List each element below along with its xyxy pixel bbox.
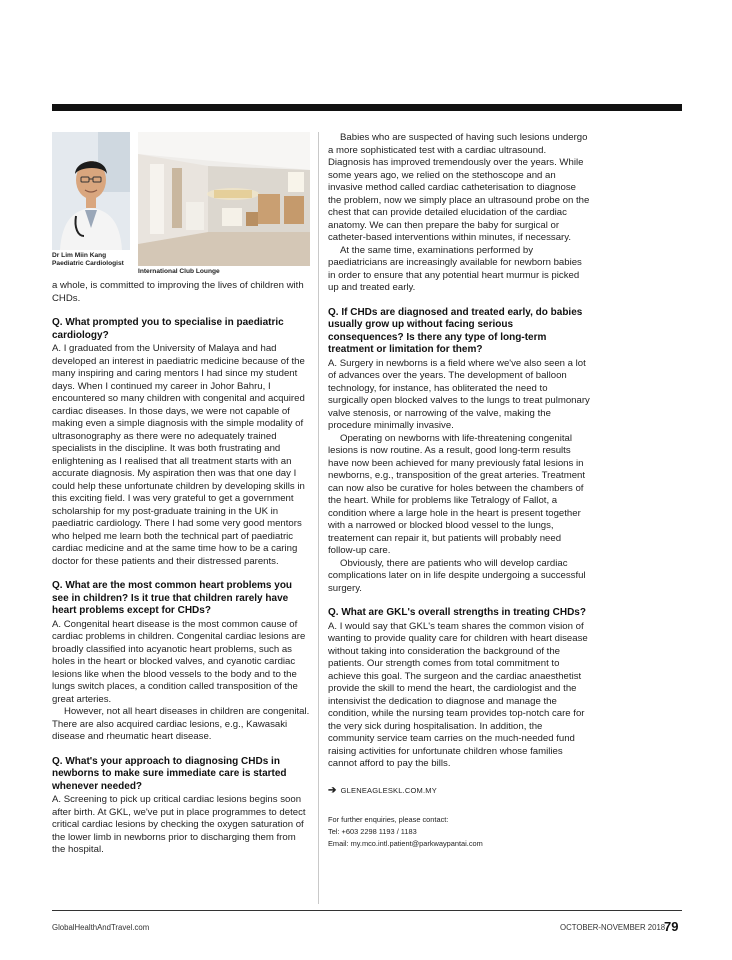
header-rule bbox=[52, 104, 682, 111]
intro-paragraph: a whole, is committed to improving the lives of children with CHDs. bbox=[52, 280, 304, 304]
answer-early-treatment-continued: Operating on newborns with life-threatening congenital lesions is now routine. As a result, good long-term results have now been achieved for many previously fatal lesions in newborns, e.g., transposition of the great arteries. Treatment can now also be curative for holes between the chambers of the heart. While for problems like Tetralogy of Fallot, a condition where a large hole in the heart is present together with a narrowed or blocked blood vessel to the lungs, treatement can repair it, but patients will probably need follow-up care. bbox=[328, 432, 586, 556]
answer-early-treatment: A. Surgery in newborns is a field where we've also seen a lot of advances over the years. The development of balloon technology, for instance, has obliterated the need to surgically open blocked valves to the lungs to treat pulmonary valve stenosis, or narrowing of the valve, making the procedure minimally invasive. bbox=[328, 357, 590, 431]
question-gkl-strengths: Q. What are GKL's overall strengths in treating CHDs? bbox=[328, 607, 586, 618]
contact-intro: For further enquiries, please contact: bbox=[328, 814, 449, 824]
answer-specialise: A. I graduated from the University of Malaya and had developed an interest in paediatric medicine because of the many inspiring and caring mentors I had since my student days. When I continued my career in Johor Bahru, I encountered so many children with congenital and acquired cardiac diseases. In those days, we were not capable of making even a simple diagnosis with the simple modality of ultrasonography as there were no adequately trained specialists in the discipline. It was both frustrating and enlightening as I realised that all treatment starts with an accurate diagnosis. My aspiration then was that one day I could help these unfortunate children by developing skills in this exciting field. I was very grateful to get a government scholarship for my post-graduate training in the UK in paediatric cardiology. There I had some very good mentors who helped me learn both the technical part of paediatric cardiac medicine and at the same time how to be a caring doctor for these patients and their distressed parents. bbox=[52, 343, 305, 567]
doctor-portrait-image bbox=[52, 132, 130, 250]
contact-tel: Tel: +603 2298 1193 / 1183 bbox=[328, 826, 417, 836]
answer-gkl-strengths: A. I would say that GKL's team shares the common vision of wanting to provide quality care for children with heart disease without taking into consideration the background of the patients. Our strength comes from total commitment to achieve this goal. The surgeon and the cardiac anaesthetist provide the skill to mend the heart, the cardiologist and the intensivist the dedication to diagnose and manage the condition, while the nursing team provides top-notch care for the very sick during hospitalisation. In addition, the community service team carries on the much-needed fund raising activities for unfortunate children whose families cannot afford to pay the bills. bbox=[328, 620, 588, 769]
footer-rule bbox=[52, 910, 682, 911]
doctor-photo bbox=[52, 132, 130, 250]
lounge-photo bbox=[138, 132, 310, 266]
lounge-interior-image bbox=[138, 132, 310, 266]
answer-common-problems-continued: However, not all heart diseases in children are congenital. There are also acquired cardiac lesions, e.g., Kawasaki disease and rheumatic heart disease. bbox=[52, 706, 310, 742]
page-number: 79 bbox=[664, 919, 679, 934]
examinations-paragraph: At the same time, examinations performed by paediatricians are increasingly available for newborn babies in order to ensure that any potential heart murmur is picked up and treated early. bbox=[328, 244, 582, 293]
question-specialise: Q. What prompted you to specialise in paediatric cardiology? bbox=[52, 317, 284, 341]
arrow-right-icon: ➔ bbox=[328, 784, 337, 796]
lounge-caption: International Club Lounge bbox=[138, 268, 220, 275]
doctor-caption: Dr Lim Miin Kang Paediatric Cardiologist bbox=[52, 252, 124, 267]
ultrasound-paragraph: Babies who are suspected of having such lesions undergo a more sophisticated test with a cardiac ultrasound. Diagnosis has improved tremendously over the years. While some years ago, we relied on the stethoscope and an invasive method called cardiac catheterisation to diagnose the problem, now we simply place an ultrasound probe on the chest that can provide detailed elucidation of the cardiac anatomy. We can then prepare the baby for surgical or catheter-based interventions within minutes, if necessary. bbox=[328, 132, 590, 243]
website-line[interactable] bbox=[328, 785, 590, 796]
photo-row bbox=[52, 132, 310, 280]
question-diagnosing: Q. What's your approach to diagnosing CHDs in newborns to make sure immediate care is started whenever needed? bbox=[52, 755, 287, 792]
website-link[interactable]: GLENEAGLESKL.COM.MY bbox=[340, 785, 437, 795]
question-early-treatment: Q. If CHDs are diagnosed and treated early, do babies usually grow up without facing serious consequences? Is there any type of long-term treatment or limitation for them? bbox=[328, 306, 583, 355]
contact-block bbox=[328, 814, 590, 850]
footer-site: GlobalHealthAndTravel.com bbox=[52, 923, 150, 932]
answer-early-treatment-conclusion: Obviously, there are patients who will develop cardiac complications later on in life despite undergoing a successful surgery. bbox=[328, 557, 586, 594]
column-divider bbox=[318, 132, 319, 904]
left-column bbox=[52, 132, 310, 857]
right-column bbox=[328, 132, 590, 850]
contact-email[interactable]: Email: my.mco.intl.patient@parkwaypantai.com bbox=[328, 838, 483, 848]
question-common-problems: Q. What are the most common heart problems you see in children? Is it true that children rarely have heart problems except for CHDs? bbox=[52, 580, 293, 616]
answer-common-problems: A. Congenital heart disease is the most common cause of cardiac problems in children. Congenital cardiac lesions are broadly classified into acyanotic heart problems, such as holes in the heart or blocked valves, and cyanotic cardiac lesions like when the blood vessels to the body and to the lungs switch places, a condition called transposition of the great arteries. bbox=[52, 618, 306, 705]
answer-diagnosing: A. Screening to pick up critical cardiac lesions begins soon after birth. At GKL, we've put in place programmes to detect critical cardiac lesions by checking the oxygen saturation of the lower limb in newborns prior to discharging them from the hospital. bbox=[52, 794, 306, 855]
footer-date: OCTOBER-NOVEMBER 2018 bbox=[560, 923, 666, 932]
